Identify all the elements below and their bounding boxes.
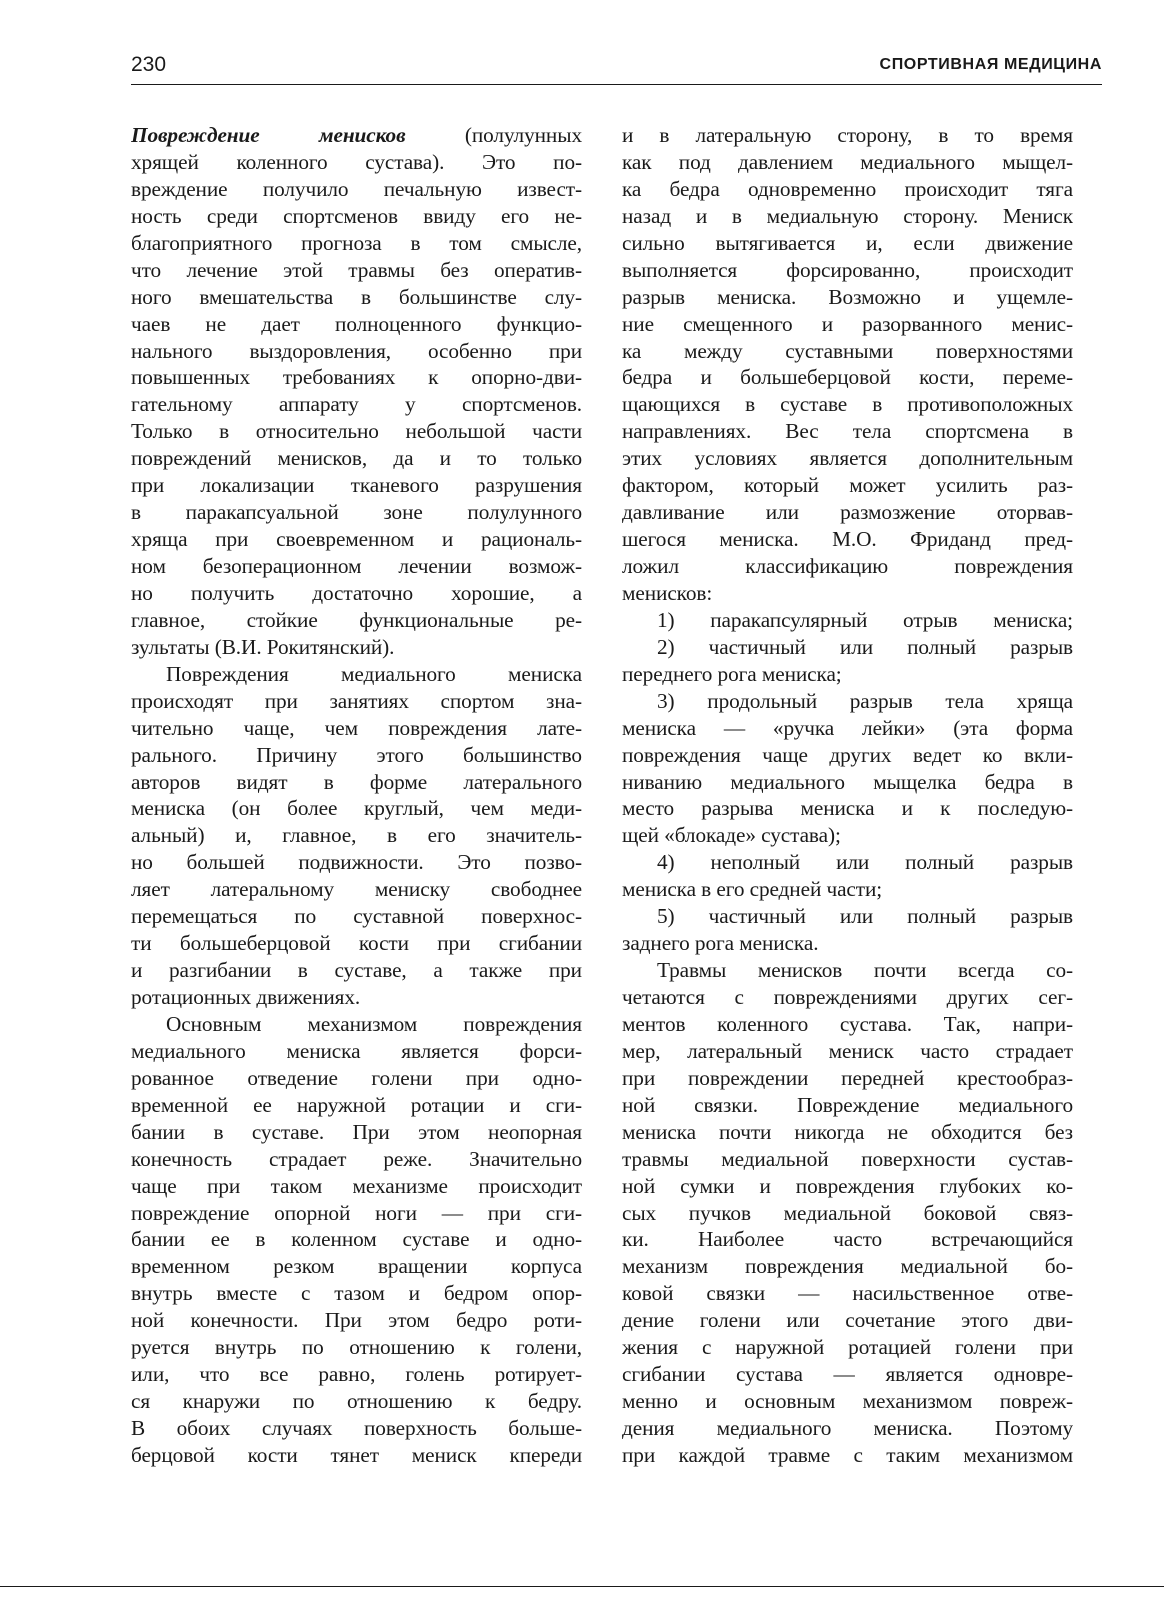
text-line [622, 1442, 1073, 1469]
text-line [131, 338, 582, 365]
text-line [622, 1280, 1073, 1307]
line-text: дение голени или сочетание этого дви- [622, 1308, 1073, 1333]
text-line [131, 1280, 582, 1307]
page-number: 230 [131, 53, 167, 76]
line-text: повреждения чаще других ведет ко вкли- [622, 742, 1073, 767]
text-line [622, 230, 1073, 257]
text-line [131, 769, 582, 796]
line-text: при каждой травме с таким механизмом [622, 1442, 1073, 1467]
text-line [131, 499, 582, 526]
text-line [131, 822, 582, 849]
line-text: главное, стойкие функциональные ре- [131, 607, 582, 632]
line-text: мениска почти никогда не обходится без [622, 1119, 1073, 1144]
text-line [622, 849, 1073, 876]
text-line [622, 661, 1073, 688]
text-line [131, 553, 582, 580]
line-text: 1) паракапсулярный отрыв мениска; [657, 607, 1073, 632]
line-text: щающихся в суставе в противоположных [622, 392, 1073, 417]
line-text: ного вмешательства в большинстве слу- [131, 284, 582, 309]
text-line [622, 338, 1073, 365]
line-text: травмы медиальной поверхности сустав- [622, 1146, 1073, 1171]
text-line [131, 311, 582, 338]
text-line [622, 903, 1073, 930]
line-text: хряща при своевременном и рациональ- [131, 527, 582, 552]
line-text: выполняется форсированно, происходит [622, 257, 1073, 282]
text-line [131, 930, 582, 957]
text-line [131, 876, 582, 903]
text-line [622, 1146, 1073, 1173]
line-text: 4) неполный или полный разрыв [657, 850, 1073, 875]
text-line [622, 311, 1073, 338]
line-text: повышенных требованиях к опорно-дви- [131, 365, 582, 390]
section-term: Повреждение менисков [131, 123, 406, 147]
line-text: повреждение опорной ноги — при сги- [131, 1200, 582, 1225]
text-line [131, 742, 582, 769]
text-line [622, 472, 1073, 499]
line-text: ти большеберцовой кости при сгибании [131, 931, 582, 956]
text-line [131, 230, 582, 257]
line-text: ментов коленного сустава. Так, напри- [622, 1011, 1073, 1036]
text-line [131, 795, 582, 822]
text-line [622, 499, 1073, 526]
text-line [131, 472, 582, 499]
text-line [131, 661, 582, 688]
text-line [622, 1307, 1073, 1334]
text-line [622, 1065, 1073, 1092]
text-line [622, 526, 1073, 553]
line-text: берцовой кости тянет мениск кпереди [131, 1442, 582, 1467]
line-text: повреждений менисков, да и то только [131, 446, 582, 471]
line-text: ковой связки — насильственное отве- [622, 1281, 1073, 1306]
text-line [131, 1388, 582, 1415]
line-text: ном безоперационном лечении возмож- [131, 554, 582, 578]
text-line [131, 1334, 582, 1361]
text-line [131, 1065, 582, 1092]
line-text: 2) частичный или полный разрыв [657, 634, 1073, 659]
line-text: чаев не дает полноценного функцио- [131, 311, 582, 336]
line-text: заднего рога мениска. [622, 931, 819, 956]
text-line [622, 1173, 1073, 1200]
text-line [131, 1307, 582, 1334]
text-line [622, 580, 1073, 607]
line-text: направлениях. Вес тела спортсмена в [622, 419, 1073, 444]
line-text: бании в суставе. При этом неопорная [131, 1119, 582, 1144]
line-text: происходят при занятиях спортом зна- [131, 688, 582, 713]
line-text: шегося мениска. М.О. Фриданд пред- [622, 527, 1073, 552]
line-text: чительно чаще, чем повреждения лате- [131, 715, 582, 740]
line-text: переднего рога мениска; [622, 661, 842, 686]
text-line [131, 257, 582, 284]
text-line [622, 930, 1073, 957]
line-text: при повреждении передней крестообраз- [622, 1065, 1073, 1090]
line-text: ки. Наиболее часто встречающийся [622, 1227, 1073, 1252]
line-text: В обоих случаях поверхность больше- [131, 1416, 582, 1440]
line-text: гательному аппарату у спортсменов. [131, 392, 582, 417]
text-line [622, 418, 1073, 445]
line-text: ка между суставными поверхностями [622, 338, 1073, 363]
line-text: хрящей коленного сустава). Это по- [131, 149, 582, 174]
text-line [131, 364, 582, 391]
line-text: место разрыва мениска и к последую- [622, 796, 1073, 821]
line-text: Основным механизмом повреждения [166, 1011, 582, 1036]
line-text: менно и основным механизмом повреж- [622, 1389, 1073, 1414]
text-line [131, 1011, 582, 1038]
line-text: рального. Причину этого большинство [131, 742, 582, 767]
text-line [622, 1200, 1073, 1227]
line-text: руется внутрь по отношению к голени, [131, 1335, 582, 1360]
line-text: авторов видят в форме латерального [131, 769, 582, 794]
text-line [131, 1361, 582, 1388]
line-text: рованное отведение голени при одно- [131, 1065, 582, 1090]
text-line [131, 176, 582, 203]
line-text: ние смещенного и разорванного менис- [622, 311, 1073, 336]
line-text: ложил классификацию повреждения [622, 554, 1073, 578]
text-line [131, 418, 582, 445]
line-text: чаще при таком механизме происходит [131, 1173, 582, 1198]
text-line [622, 364, 1073, 391]
header-rule [131, 84, 1102, 85]
line-text: дения медиального мениска. Поэтому [622, 1416, 1073, 1440]
line-text: разрыв мениска. Возможно и ущемле- [622, 284, 1073, 309]
text-line [622, 1361, 1073, 1388]
page-header [131, 52, 1102, 82]
text-line [622, 122, 1073, 149]
line-text: нального выздоровления, особенно при [131, 338, 582, 363]
line-text: и в латеральную сторону, в то время [622, 123, 1073, 147]
text-line [131, 688, 582, 715]
line-text: ность среди спортсменов ввиду его не- [131, 203, 582, 228]
text-line [131, 526, 582, 553]
text-line [131, 1092, 582, 1119]
line-text: мениска в его средней части; [622, 877, 883, 902]
line-text: (полулунных [405, 123, 582, 147]
text-line [131, 1146, 582, 1173]
text-line [622, 257, 1073, 284]
text-line [622, 391, 1073, 418]
line-text: или, что все равно, голень ротирует- [131, 1362, 582, 1387]
line-text: давливание или размозжение оторвав- [622, 500, 1073, 525]
line-text: назад и в медиальную сторону. Мениск [622, 203, 1073, 228]
text-line [131, 634, 582, 661]
text-line [622, 1092, 1073, 1119]
line-text: зультаты (В.И. Рокитянский). [131, 634, 395, 659]
text-line [131, 1442, 582, 1469]
text-line [622, 742, 1073, 769]
text-line [131, 957, 582, 984]
text-line [131, 849, 582, 876]
line-text: менисков: [622, 580, 713, 605]
line-text: конечность страдает реже. Значительно [131, 1146, 582, 1171]
text-line [622, 1253, 1073, 1280]
line-text: но получить достаточно хорошие, а [131, 580, 582, 605]
line-text: альный) и, главное, в его значитель- [131, 823, 582, 848]
line-text: ной связки. Повреждение медиального [622, 1092, 1073, 1117]
text-line [131, 1226, 582, 1253]
line-text: Повреждения медиального мениска [166, 661, 582, 686]
line-text: мениска (он более круглый, чем меди- [131, 796, 582, 821]
text-line [131, 1415, 582, 1442]
line-text: и разгибании в суставе, а также при [131, 958, 582, 983]
line-text: 5) частичный или полный разрыв [657, 904, 1073, 929]
right-column [622, 122, 1073, 1469]
line-text: временной ее наружной ротации и сги- [131, 1092, 582, 1117]
line-text: сильно вытягивается и, если движение [622, 230, 1073, 255]
line-text: при локализации тканевого разрушения [131, 473, 582, 498]
line-text: Травмы менисков почти всегда со- [657, 958, 1073, 983]
text-line [131, 284, 582, 311]
line-text: фактором, который может усилить раз- [622, 473, 1073, 498]
text-line [622, 957, 1073, 984]
line-text: ротационных движениях. [131, 985, 361, 1009]
text-line [131, 149, 582, 176]
line-text: Только в относительно небольшой части [131, 419, 582, 444]
line-text: медиального мениска является форси- [131, 1038, 582, 1063]
line-text: ся кнаружи по отношению к бедру. [131, 1389, 582, 1414]
text-line [622, 445, 1073, 472]
text-line [622, 1011, 1073, 1038]
text-line [622, 203, 1073, 230]
line-text: бедра и большеберцовой кости, переме- [622, 365, 1073, 390]
text-line [622, 822, 1073, 849]
text-line [622, 1119, 1073, 1146]
text-line [622, 1388, 1073, 1415]
line-text: перемещаться по суставной поверхнос- [131, 904, 582, 929]
text-line [622, 553, 1073, 580]
line-text: ляет латеральному мениску свободнее [131, 877, 582, 902]
text-line [622, 149, 1073, 176]
text-line [622, 1334, 1073, 1361]
text-line [131, 1119, 582, 1146]
text-line [131, 1253, 582, 1280]
line-text: сых пучков медиальной боковой связ- [622, 1200, 1073, 1225]
line-text: что лечение этой травмы без оператив- [131, 257, 582, 282]
line-text: как под давлением медиального мыщел- [622, 149, 1073, 174]
line-text: этих условиях является дополнительным [622, 446, 1073, 471]
line-text: в паракапсуальной зоне полулунного [131, 500, 582, 525]
text-line [131, 391, 582, 418]
text-line [622, 688, 1073, 715]
text-line [131, 1038, 582, 1065]
text-line [622, 634, 1073, 661]
text-line [131, 984, 582, 1011]
text-line [622, 769, 1073, 796]
line-text: ниванию медиального мыщелка бедра в [622, 769, 1073, 794]
text-line [131, 1200, 582, 1227]
text-line [131, 580, 582, 607]
line-text: ка бедра одновременно происходит тяга [622, 176, 1073, 201]
text-line [131, 203, 582, 230]
text-line [622, 1226, 1073, 1253]
text-line [622, 284, 1073, 311]
bottom-rule [0, 1586, 1164, 1587]
text-line [131, 1173, 582, 1200]
text-line [622, 715, 1073, 742]
line-text: четаются с повреждениями других сег- [622, 985, 1073, 1009]
running-title: СПОРТИВНАЯ МЕДИЦИНА [879, 56, 1102, 73]
text-line [131, 903, 582, 930]
line-text: внутрь вместе с тазом и бедром опор- [131, 1281, 582, 1306]
left-column [131, 122, 582, 1469]
text-line [622, 607, 1073, 634]
line-text: временном резком вращении корпуса [131, 1254, 582, 1279]
text-line [622, 984, 1073, 1011]
line-text: мениска — «ручка лейки» (эта форма [622, 715, 1073, 740]
line-text: мер, латеральный мениск часто страдает [622, 1038, 1073, 1063]
text-line [131, 122, 582, 149]
line-text: механизм повреждения медиальной бо- [622, 1254, 1073, 1279]
text-line [622, 1038, 1073, 1065]
text-line [622, 176, 1073, 203]
line-text: благоприятного прогноза в том смысле, [131, 230, 582, 255]
line-text: вреждение получило печальную извест- [131, 176, 582, 201]
text-line [131, 445, 582, 472]
line-text: щей «блокаде» сустава); [622, 823, 841, 848]
text-line [622, 1415, 1073, 1442]
text-line [131, 607, 582, 634]
line-text: ной сумки и повреждения глубоких ко- [622, 1173, 1073, 1198]
text-line [131, 715, 582, 742]
text-line [622, 876, 1073, 903]
line-text: 3) продольный разрыв тела хряща [657, 688, 1073, 713]
line-text: жения с наружной ротацией голени при [622, 1335, 1073, 1360]
line-text: но большей подвижности. Это позво- [131, 850, 582, 875]
line-text: бании ее в коленном суставе и одно- [131, 1227, 582, 1252]
text-line [622, 795, 1073, 822]
line-text: ной конечности. При этом бедро роти- [131, 1308, 582, 1333]
line-text: сгибании сустава — является одновре- [622, 1362, 1073, 1387]
